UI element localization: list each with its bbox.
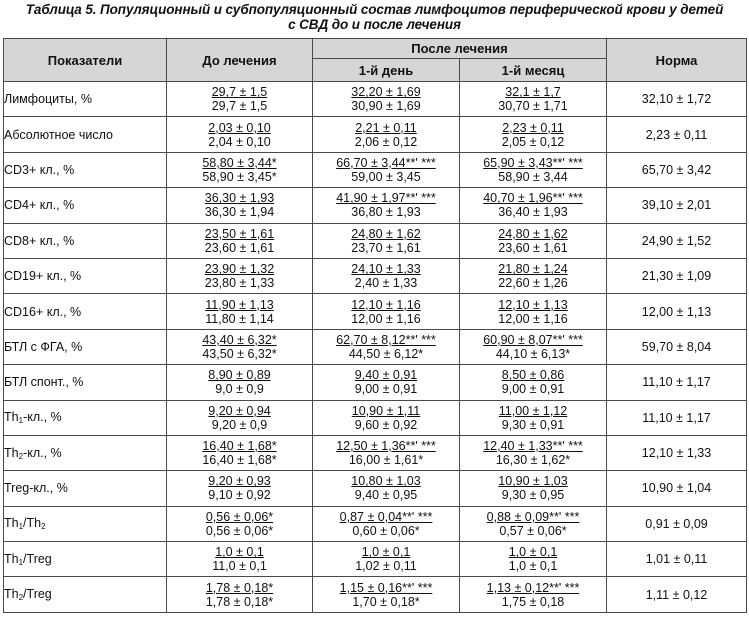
value-month1-bottom: 0,57 ± 0,06* [499, 523, 567, 538]
row-label-text: БТЛ спонт., % [4, 375, 84, 390]
value-before-bottom: 9,10 ± 0,92 [208, 488, 271, 503]
value-day1-top: 62,70 ± 8,12**' *** [336, 332, 436, 347]
value-month1-bottom: 9,30 ± 0,95 [501, 488, 565, 503]
cell-before [167, 435, 313, 470]
row-label-text: Treg-кл., % [4, 481, 68, 496]
cell-month1 [460, 152, 607, 187]
value-day1-bottom: 1,70 ± 0,18* [352, 594, 420, 609]
table-row [4, 117, 747, 152]
row-label [4, 329, 167, 364]
cell-before [167, 400, 313, 435]
value-month1-top: 0,88 ± 0,09**' *** [486, 509, 580, 524]
value-month1-bottom: 30,70 ± 1,71 [498, 99, 568, 114]
row-label-text: Лимфоциты, % [4, 92, 92, 107]
row-label-text: CD16+ кл., % [4, 304, 82, 319]
value-before-top: 1,0 ± 0,1 [215, 545, 264, 560]
row-label [4, 365, 167, 400]
cell-day1 [313, 82, 460, 117]
row-label [4, 117, 167, 152]
value-day1-bottom: 2,40 ± 1,33 [354, 276, 418, 291]
value-before-top: 1,78 ± 0,18* [205, 580, 274, 595]
cell-month1 [460, 82, 607, 117]
row-label [4, 82, 167, 117]
cell-month1 [460, 188, 607, 223]
value-before-bottom: 36,30 ± 1,94 [204, 205, 275, 220]
value-before-top: 9,20 ± 0,94 [208, 403, 271, 418]
cell-before [167, 471, 313, 506]
value-month1-top: 32,1 ± 1,7 [505, 85, 561, 100]
row-label-suffix: /Th [23, 516, 42, 531]
cell-day1 [313, 117, 460, 152]
value-month1-bottom: 23,60 ± 1,61 [498, 240, 568, 255]
row-label [4, 577, 167, 612]
row-label-subscript: 2 [18, 451, 24, 461]
value-month1-bottom: 1,0 ± 0,1 [508, 559, 558, 574]
row-label-suffix: -кл., % [23, 410, 62, 425]
table-row [4, 471, 747, 506]
value-day1-bottom: 9,60 ± 0,92 [354, 417, 418, 432]
cell-before [167, 258, 313, 293]
value-day1-bottom: 23,70 ± 1,61 [351, 240, 421, 255]
cell-norm: 21,30 ± 1,09 [607, 258, 747, 293]
value-before-top: 11,90 ± 1,13 [205, 297, 274, 312]
cell-before [167, 542, 313, 577]
table-row [4, 82, 747, 117]
cell-norm: 12,00 ± 1,13 [607, 294, 747, 329]
value-day1-bottom: 0,60 ± 0,06* [352, 523, 420, 538]
data-table [3, 38, 747, 613]
cell-before [167, 577, 313, 612]
value-month1-top: 12,40 ± 1,33**' *** [483, 439, 583, 454]
row-label [4, 258, 167, 293]
value-day1-bottom: 1,02 ± 0,11 [355, 559, 417, 574]
value-day1-top: 10,80 ± 1,03 [351, 474, 421, 489]
table-row [4, 152, 747, 187]
value-month1-top: 12,10 ± 1,13 [498, 297, 568, 312]
value-day1-bottom: 59,00 ± 3,45 [351, 169, 421, 184]
value-day1-bottom: 36,80 ± 1,93 [351, 205, 421, 220]
value-before-bottom: 0,56 ± 0,06* [205, 523, 274, 538]
value-before-bottom: 1,78 ± 0,18* [205, 594, 274, 609]
cell-month1 [460, 471, 607, 506]
cell-day1 [313, 223, 460, 258]
row-label-text: Th [4, 551, 19, 566]
value-day1-top: 1,0 ± 0,1 [361, 545, 411, 560]
cell-month1 [460, 542, 607, 577]
cell-month1 [460, 577, 607, 612]
cell-month1 [460, 294, 607, 329]
value-before-bottom: 58,90 ± 3,45* [202, 169, 277, 184]
value-month1-bottom: 22,60 ± 1,26 [498, 276, 568, 291]
cell-month1 [460, 223, 607, 258]
row-label-text: БТЛ с ФГА, % [4, 339, 83, 354]
value-month1-bottom: 2,05 ± 0,12 [501, 134, 565, 149]
value-day1-top: 32,20 ± 1,69 [351, 85, 421, 100]
cell-day1 [313, 400, 460, 435]
cell-day1 [313, 188, 460, 223]
header-month1: 1-й месяц [460, 59, 607, 82]
row-label-text: CD8+ кл., % [4, 233, 75, 248]
cell-day1 [313, 294, 460, 329]
table-row [4, 400, 747, 435]
row-label-text: CD19+ кл., % [4, 269, 82, 284]
value-day1-top: 0,87 ± 0,04**' *** [339, 509, 433, 524]
cell-norm: 24,90 ± 1,52 [607, 223, 747, 258]
value-before-bottom: 29,7 ± 1,5 [211, 99, 268, 114]
cell-month1 [460, 258, 607, 293]
table-title [0, 0, 749, 36]
value-month1-bottom: 12,00 ± 1,16 [498, 311, 568, 326]
header-day1: 1-й день [313, 59, 460, 82]
row-label-subscript: 2 [18, 593, 24, 603]
value-before-top: 9,20 ± 0,93 [208, 474, 271, 489]
value-day1-top: 24,10 ± 1,33 [351, 262, 421, 277]
value-before-top: 23,50 ± 1,61 [204, 226, 275, 241]
value-month1-bottom: 1,75 ± 0,18 [501, 594, 565, 609]
value-month1-top: 60,90 ± 8,07**' *** [483, 332, 583, 347]
table-row [4, 542, 747, 577]
cell-before [167, 188, 313, 223]
cell-norm: 59,70 ± 8,04 [607, 329, 747, 364]
value-month1-top: 65,90 ± 3,43**' *** [483, 155, 583, 170]
table-title-line-1: Таблица 5. Популяционный и субпопуляционный состав лимфоцитов периферической крови у детей [25, 2, 724, 17]
cell-before [167, 506, 313, 541]
row-label-subscript: 1 [18, 416, 24, 426]
value-month1-top: 21,80 ± 1,24 [498, 262, 568, 277]
value-month1-bottom: 58,90 ± 3,44 [498, 169, 568, 184]
value-day1-bottom: 12,00 ± 1,16 [351, 311, 421, 326]
cell-norm: 32,10 ± 1,72 [607, 82, 747, 117]
row-label-text: Th [4, 587, 19, 602]
row-label-text: CD3+ кл., % [4, 162, 75, 177]
row-label-text: Th [4, 410, 19, 425]
value-before-top: 16,40 ± 1,68* [202, 439, 277, 454]
cell-day1 [313, 329, 460, 364]
cell-norm: 1,11 ± 0,12 [607, 577, 747, 612]
cell-month1 [460, 506, 607, 541]
cell-month1 [460, 435, 607, 470]
value-month1-top: 1,13 ± 0,12**' *** [486, 580, 580, 595]
value-day1-bottom: 30,90 ± 1,69 [351, 99, 421, 114]
cell-before [167, 223, 313, 258]
cell-before [167, 294, 313, 329]
table-row [4, 294, 747, 329]
cell-day1 [313, 542, 460, 577]
row-label [4, 152, 167, 187]
cell-day1 [313, 506, 460, 541]
table-row [4, 329, 747, 364]
value-month1-top: 11,00 ± 1,12 [498, 403, 568, 418]
table-row [4, 223, 747, 258]
header-after: После лечения [313, 39, 607, 59]
row-label [4, 294, 167, 329]
cell-month1 [460, 365, 607, 400]
value-month1-bottom: 9,00 ± 0,91 [501, 382, 565, 397]
value-before-bottom: 23,60 ± 1,61 [204, 240, 275, 255]
header-indicators: Показатели [4, 39, 167, 82]
cell-day1 [313, 577, 460, 612]
row-label-subscript: 1 [18, 557, 24, 567]
value-before-bottom: 9,0 ± 0,9 [215, 382, 264, 397]
value-day1-top: 1,15 ± 0,16**' *** [339, 580, 433, 595]
value-month1-top: 24,80 ± 1,62 [498, 226, 568, 241]
row-label [4, 223, 167, 258]
value-month1-top: 1,0 ± 0,1 [508, 545, 558, 560]
value-before-top: 0,56 ± 0,06* [205, 509, 274, 524]
row-label [4, 188, 167, 223]
cell-before [167, 117, 313, 152]
value-day1-top: 66,70 ± 3,44**' *** [336, 155, 436, 170]
cell-before [167, 365, 313, 400]
header-norm: Норма [607, 39, 747, 82]
value-day1-top: 24,80 ± 1,62 [351, 226, 421, 241]
value-month1-bottom: 9,30 ± 0,91 [501, 417, 565, 432]
value-before-bottom: 2,04 ± 0,10 [208, 134, 271, 149]
value-day1-top: 41,90 ± 1,97**' *** [336, 191, 436, 206]
value-before-top: 43,40 ± 6,32* [202, 332, 277, 347]
cell-day1 [313, 258, 460, 293]
value-before-top: 23,90 ± 1,32 [204, 262, 275, 277]
row-label-suffix: -кл., % [23, 445, 62, 460]
value-day1-bottom: 9,40 ± 0,95 [354, 488, 418, 503]
table-row [4, 365, 747, 400]
value-day1-bottom: 2,06 ± 0,12 [354, 134, 418, 149]
value-day1-top: 9,40 ± 0,91 [354, 368, 418, 383]
cell-before [167, 82, 313, 117]
value-month1-bottom: 36,40 ± 1,93 [498, 205, 568, 220]
value-before-top: 58,80 ± 3,44* [202, 155, 277, 170]
value-before-bottom: 43,50 ± 6,32* [202, 346, 277, 361]
value-before-bottom: 11,0 ± 0,1 [212, 559, 267, 574]
table-row [4, 506, 747, 541]
value-day1-top: 12,50 ± 1,36**' *** [336, 439, 436, 454]
row-label-suffix: /Treg [23, 587, 52, 602]
cell-month1 [460, 400, 607, 435]
cell-before [167, 329, 313, 364]
cell-norm: 0,91 ± 0,09 [607, 506, 747, 541]
row-label-suffix: /Treg [23, 551, 52, 566]
value-month1-bottom: 44,10 ± 6,13* [495, 346, 571, 361]
row-label [4, 471, 167, 506]
value-month1-top: 40,70 ± 1,96**' *** [483, 191, 583, 206]
table-title-line-2: с СВД до и после лечения [288, 17, 461, 32]
row-label-text: Th [4, 516, 19, 531]
value-day1-top: 2,21 ± 0,11 [355, 120, 417, 135]
value-before-top: 8,90 ± 0,89 [208, 368, 271, 383]
row-label [4, 542, 167, 577]
value-before-bottom: 16,40 ± 1,68* [202, 453, 277, 468]
row-label [4, 506, 167, 541]
cell-norm: 65,70 ± 3,42 [607, 152, 747, 187]
value-before-top: 29,7 ± 1,5 [211, 85, 268, 100]
cell-month1 [460, 329, 607, 364]
table-row [4, 577, 747, 612]
row-label-text: Th [4, 445, 19, 460]
value-before-top: 2,03 ± 0,10 [208, 120, 271, 135]
cell-norm: 12,10 ± 1,33 [607, 435, 747, 470]
value-before-bottom: 23,80 ± 1,33 [204, 276, 275, 291]
cell-day1 [313, 435, 460, 470]
value-month1-top: 2,23 ± 0,11 [502, 120, 564, 135]
row-label-text: CD4+ кл., % [4, 198, 75, 213]
cell-day1 [313, 152, 460, 187]
cell-norm: 39,10 ± 2,01 [607, 188, 747, 223]
value-before-top: 36,30 ± 1,93 [204, 191, 275, 206]
row-label [4, 435, 167, 470]
value-day1-top: 10,90 ± 1,11 [351, 403, 421, 418]
row-label-text: Абсолютное число [4, 127, 113, 142]
row-label-subscript: 2 [41, 522, 46, 532]
value-day1-top: 12,10 ± 1,16 [351, 297, 421, 312]
value-day1-bottom: 16,00 ± 1,61* [348, 453, 424, 468]
value-day1-bottom: 9,00 ± 0,91 [354, 382, 418, 397]
value-month1-top: 10,90 ± 1,03 [498, 474, 568, 489]
cell-norm: 10,90 ± 1,04 [607, 471, 747, 506]
row-label [4, 400, 167, 435]
row-label-subscript: 1 [18, 522, 24, 532]
cell-norm: 11,10 ± 1,17 [607, 365, 747, 400]
table-row [4, 188, 747, 223]
header-before: До лечения [167, 39, 313, 82]
table-row [4, 258, 747, 293]
cell-norm: 11,10 ± 1,17 [607, 400, 747, 435]
value-month1-top: 8,50 ± 0,86 [501, 368, 565, 383]
value-day1-bottom: 44,50 ± 6,12* [348, 346, 424, 361]
table-row [4, 435, 747, 470]
value-month1-bottom: 16,30 ± 1,62* [495, 453, 571, 468]
table-body [4, 82, 747, 613]
value-before-bottom: 11,80 ± 1,14 [205, 311, 274, 326]
value-before-bottom: 9,20 ± 0,9 [211, 417, 268, 432]
cell-norm: 2,23 ± 0,11 [607, 117, 747, 152]
cell-month1 [460, 117, 607, 152]
cell-before [167, 152, 313, 187]
cell-norm: 1,01 ± 0,11 [607, 542, 747, 577]
cell-day1 [313, 471, 460, 506]
cell-day1 [313, 365, 460, 400]
